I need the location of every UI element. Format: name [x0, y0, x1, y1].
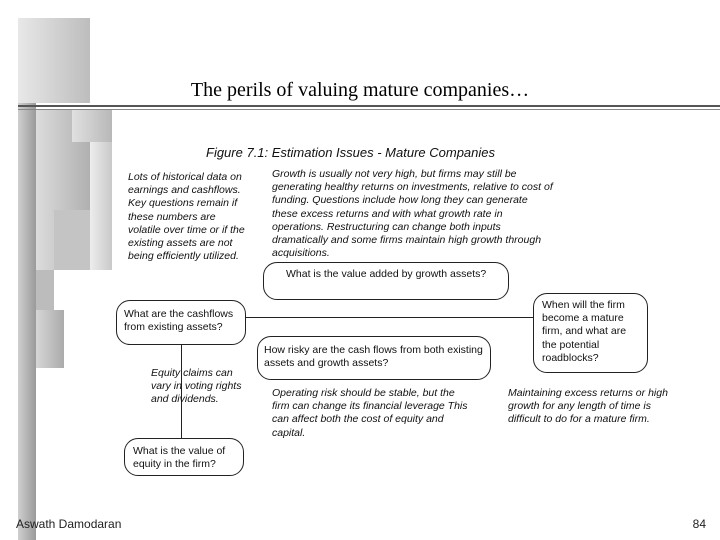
equity-claims-note: Equity claims can vary in voting rights and dividends. [151, 367, 242, 406]
title-divider [18, 105, 720, 107]
slide-title: The perils of valuing mature companies… [190, 79, 530, 101]
decor-bar [36, 270, 54, 310]
excess-returns-note: Maintaining excess returns or high growth for any length of time is difficult to do for a mature firm. [508, 387, 668, 426]
equity-value-box [124, 438, 244, 476]
operating-risk-note: Operating risk should be stable, but the firm can change its financial leverage This can affect both the cost of equity and capital. [272, 387, 468, 439]
risk-question: How risky are the cash flows from both existing assets and growth assets? [264, 344, 483, 370]
growth-value-question: What is the value added by growth assets? [286, 268, 487, 280]
connector-line [246, 317, 533, 318]
cashflows-question: What are the cashflows from existing assets? [124, 308, 234, 334]
author-name: Aswath Damodaran [16, 517, 122, 531]
mature-firm-question: When will the firm become a mature firm, and what are the potential roadblocks? [542, 299, 627, 364]
decor-bar [36, 310, 64, 368]
cashflows-box [116, 300, 246, 345]
figure-caption: Figure 7.1: Estimation Issues - Mature Companies [206, 145, 496, 160]
page-number: 84 [692, 517, 706, 531]
historical-data-note: Lots of historical data on earnings and cashflows. Key questions remain if these numbers are volatile over time or if the existing assets are not being efficiently utilized. [128, 171, 245, 263]
growth-note: Growth is usually not very high, but firms may still be generating healthy returns on investments, relative to cost of funding. Questions include how long they can generate these excess returns and with what growth rate in operations. Restructuring can change both inputs dramatically and some firms maintain high growth through acquisitions. [272, 168, 553, 260]
decor-bar [72, 110, 112, 142]
mature-firm-box [533, 293, 648, 373]
title-divider [18, 109, 720, 110]
decor-bar [54, 210, 90, 270]
decor-bar [90, 142, 112, 270]
equity-value-question: What is the value of equity in the firm? [133, 445, 226, 471]
risk-box [257, 336, 491, 380]
growth-value-box [263, 262, 509, 300]
